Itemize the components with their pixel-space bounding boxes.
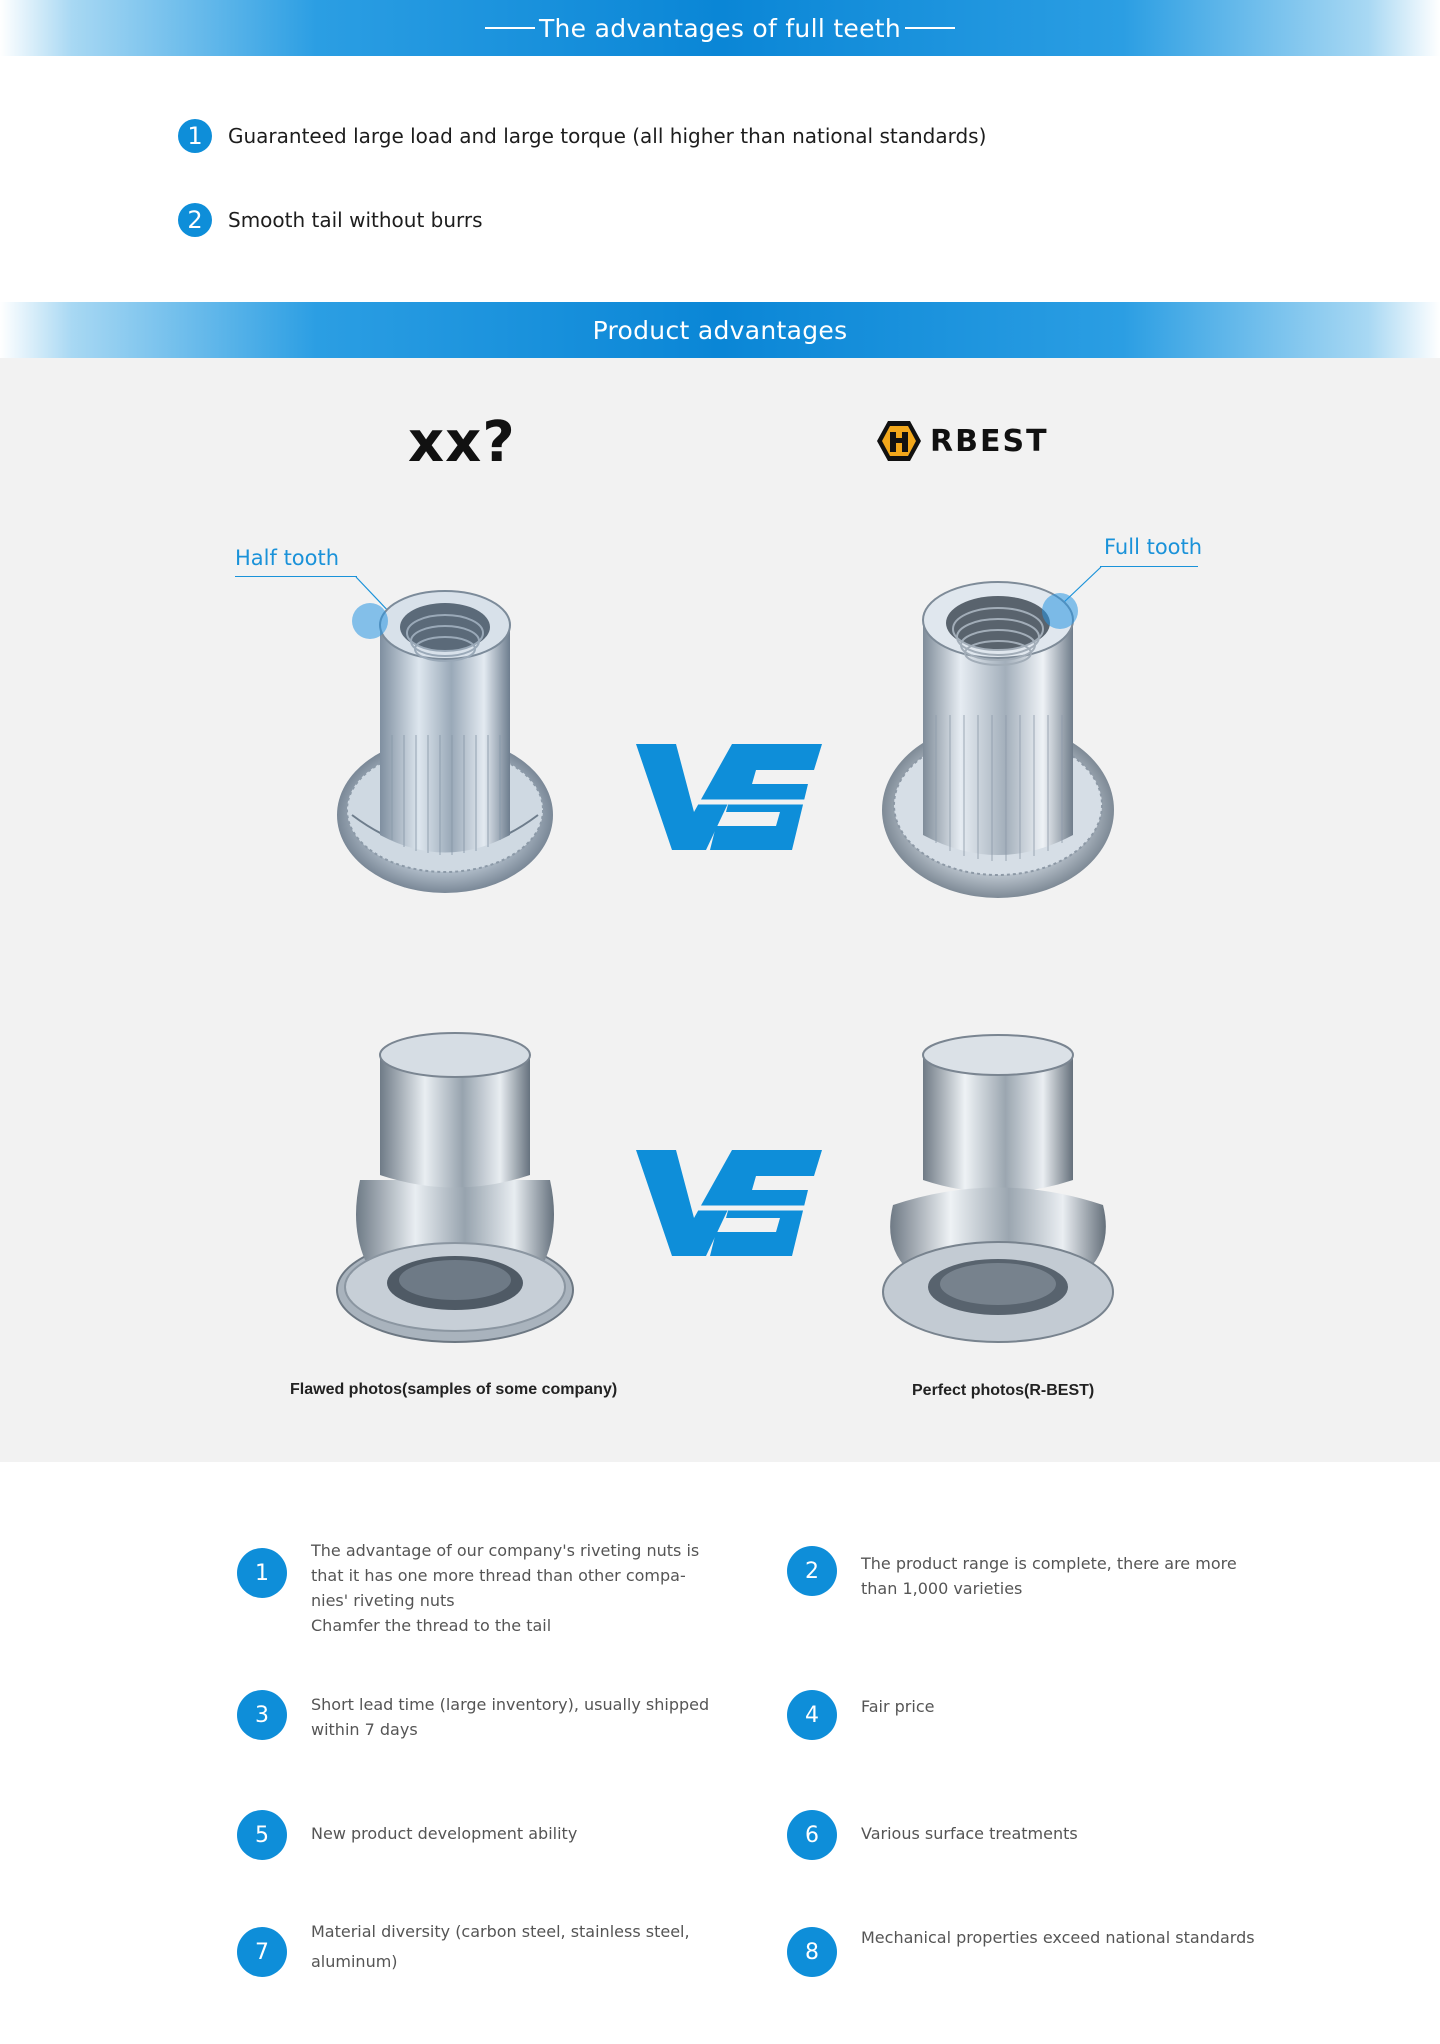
number-badge: 2: [178, 203, 212, 237]
advantage-item-6: [787, 1810, 1078, 1860]
number-badge: 1: [237, 1548, 287, 1598]
advantage-item-7: [237, 1922, 690, 1977]
list-item-text: Guaranteed large load and large torque (all higher than national standards): [228, 124, 987, 148]
rbest-logo-text: RBEST: [930, 423, 1049, 459]
number-badge: 7: [237, 1927, 287, 1977]
advantage-item-8: [787, 1927, 1255, 1977]
number-badge: 4: [787, 1690, 837, 1740]
competitor-brand: xx?: [408, 410, 516, 475]
competitor-caption: Flawed photos(samples of some company): [290, 1381, 618, 1398]
number-badge: 1: [178, 119, 212, 153]
half-tooth-marker: [352, 603, 388, 639]
full-teeth-advantages-list: [178, 118, 986, 286]
half-tooth-callout: Half tooth: [235, 546, 340, 570]
section-banner-full-teeth: [0, 0, 1440, 56]
rbest-caption: Perfect photos(R-BEST): [912, 1382, 1095, 1399]
banner-line-left: [485, 27, 535, 29]
banner-line-right: [905, 27, 955, 29]
advantage-text: New product development ability: [311, 1824, 578, 1843]
list-item-text: Smooth tail without burrs: [228, 208, 483, 232]
advantage-text: Fair price: [861, 1697, 935, 1716]
number-badge: 8: [787, 1927, 837, 1977]
vs-label: [690, 780, 691, 781]
advantage-text: Various surface treatments: [861, 1824, 1078, 1843]
advantage-text: Mechanical properties exceed national standards: [861, 1928, 1255, 1947]
advantage-text: The product range is complete, there are more than 1,000 varieties: [861, 1554, 1237, 1598]
advantage-text: The advantage of our company's riveting nuts is that it has one more thread than other compa- nies' riveting nuts Chamfer the thread to the tail: [311, 1541, 700, 1635]
banner-title: Product advantages: [592, 315, 848, 345]
advantage-item-3: [237, 1690, 709, 1742]
full-tooth-marker: [1042, 593, 1078, 629]
banner-title: The advantages of full teeth: [538, 13, 902, 43]
number-badge: 2: [787, 1546, 837, 1596]
number-badge: 5: [237, 1810, 287, 1860]
rbest-nut-photo-bottom: [878, 1030, 1118, 1350]
callout-underline: [1100, 566, 1198, 567]
callout-underline: [235, 576, 357, 577]
list-item: [178, 202, 986, 238]
advantage-text: Material diversity (carbon steel, stainless steel, aluminum): [311, 1922, 690, 1971]
advantage-text: Short lead time (large inventory), usually shipped within 7 days: [311, 1695, 710, 1739]
advantage-item-4: [787, 1690, 934, 1740]
competitor-nut-photo-bottom: [330, 1025, 580, 1345]
advantage-item-1: [237, 1540, 699, 1638]
advantage-item-2: [787, 1546, 1237, 1601]
rbest-logo: [876, 420, 1049, 462]
section-banner-product-advantages: [0, 302, 1440, 358]
rbest-logo-icon: [876, 420, 922, 462]
number-badge: 6: [787, 1810, 837, 1860]
rbest-nut-photo-top: [878, 575, 1118, 915]
number-badge: 3: [237, 1690, 287, 1740]
comparison-section: [0, 358, 1440, 1462]
list-item: [178, 118, 986, 154]
full-tooth-callout: Full tooth: [1104, 535, 1203, 559]
vs-icon: [636, 742, 822, 852]
advantage-item-5: [237, 1810, 577, 1860]
vs-icon: [636, 1148, 822, 1258]
